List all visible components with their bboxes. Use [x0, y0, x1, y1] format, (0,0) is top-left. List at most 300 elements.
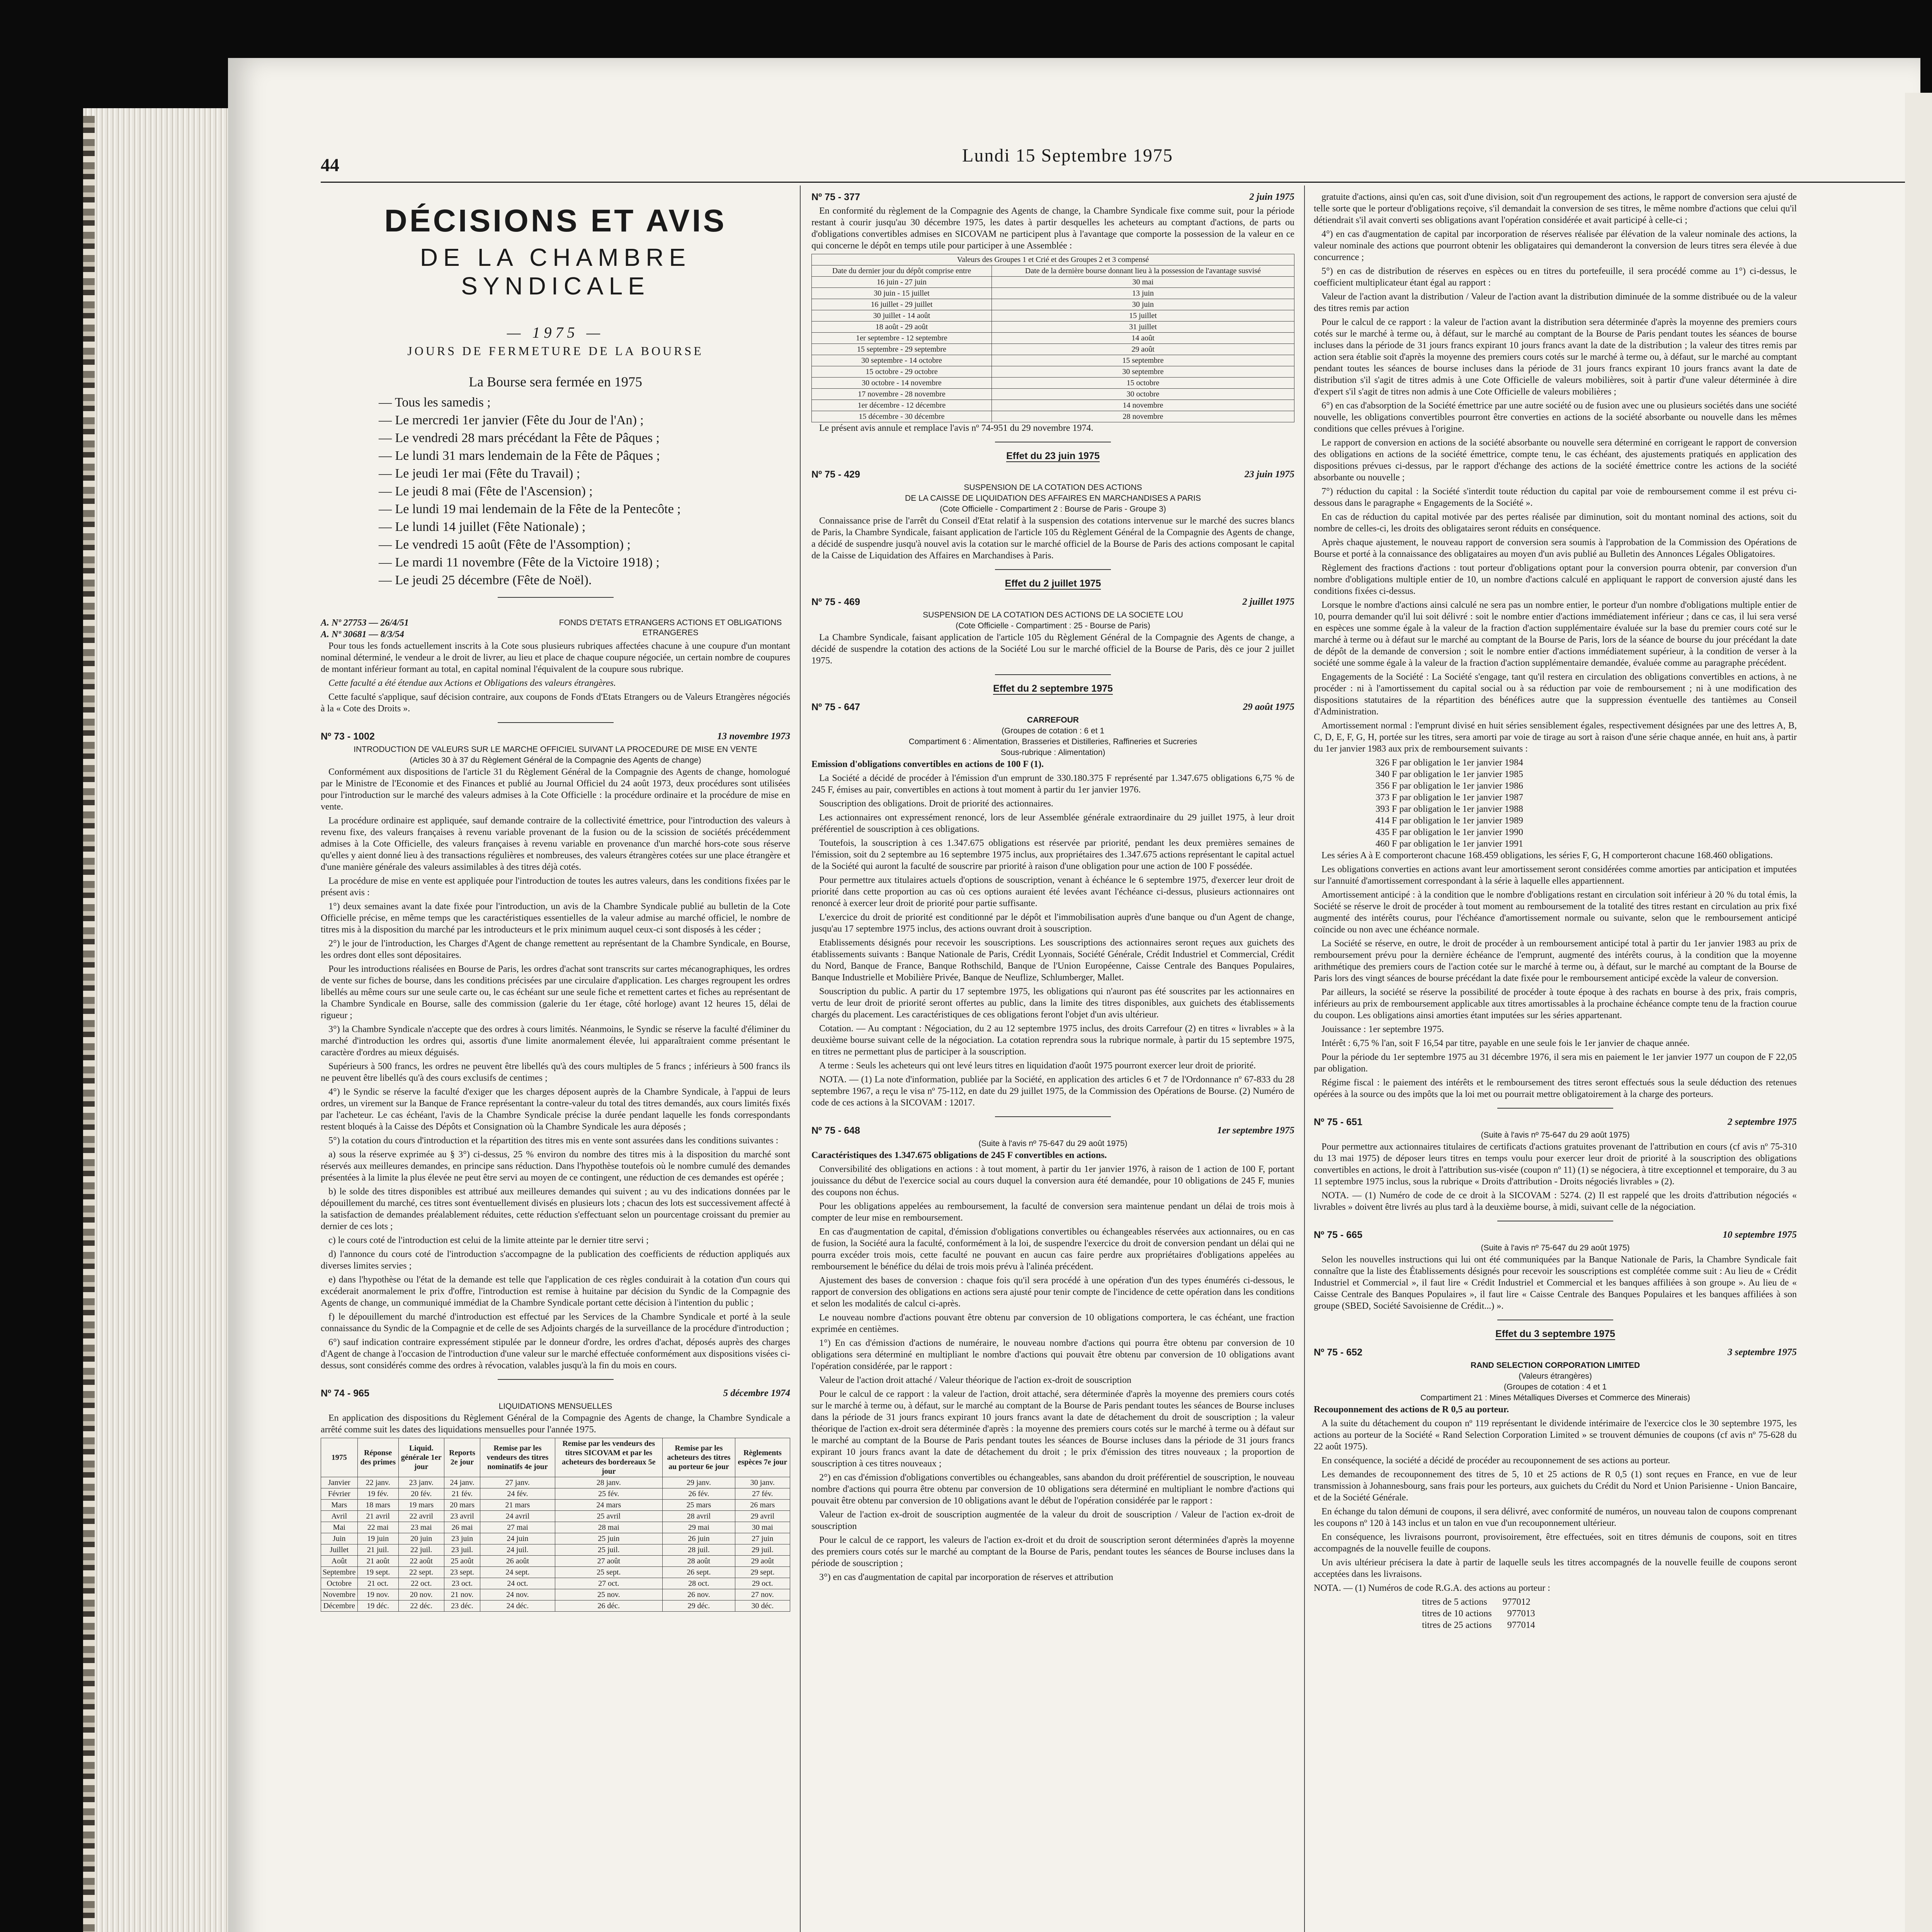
table-cell: 29 déc. [663, 1600, 735, 1612]
notice-date: 2 juin 1975 [1249, 192, 1294, 202]
list-item [1422, 1596, 1797, 1608]
notice-header [1314, 1229, 1797, 1241]
table-cell: 21 fév. [444, 1488, 480, 1500]
date-end: 12 décembre [906, 401, 946, 410]
marbled-edge [83, 116, 95, 1932]
table-row [321, 1533, 790, 1544]
table-cell: 28 avril [663, 1511, 735, 1522]
table-row [321, 1589, 790, 1600]
paragraph: Règlement des fractions d'actions : tout porteur d'obligations optant pour la conversion pourra obtenir, par conversion d'un nombre d'obligations multiple entier de 10, un nombre d'actions calculé en appliquant le rapport de conversion ajusté dans les conditions fixées ci-dessus. [1314, 563, 1797, 596]
paragraph: Les demandes de recouponnement des titres de 5, 10 et 25 actions de R 0,5 (1) sont reçues en France, en vue de leur transmission à Johannesbourg, sans frais pour les porteurs, aux guichets du Crédit du Nord et Union Parisienne - Union Bancaire, et de la Société Générale. [1314, 1469, 1797, 1503]
list-item: — Le jeudi 25 décembre (Fête de Noël). [379, 573, 592, 587]
dash: - [903, 356, 909, 365]
section-heading: Emission d'obligations convertibles en actions de 100 F (1). [811, 759, 1044, 769]
notice-subtitle: (Groupes de cotation : 6 et 1 [1001, 726, 1105, 735]
newspaper-page [228, 58, 1920, 1932]
table-cell: 22 août [398, 1556, 444, 1567]
paragraph: A terme : Seuls les acheteurs qui ont levé leurs titres en liquidation d'août 1975 pourront exercer leur droit de priorité. [819, 1061, 1256, 1071]
table-cell: 22 juil. [398, 1544, 444, 1556]
paragraph: Connaissance prise de l'arrêt du Conseil d'Etat relatif à la suspension des cotations intervenue sur le marché des sucres blancs de Paris, la Chambre Syndicale, faisant application de l'article 105 du Règlement Général de la Compagnie des Agents de change, a décidé de suspendre jusqu'à nouvel avis la cotation sur le marché officiel de la Bourse de Paris des actions composant le capital de la Caisse de Liquidation des Affaires en Marchandises à Paris. [811, 516, 1294, 561]
date-start: 15 septembre [857, 345, 899, 354]
separator [995, 674, 1111, 675]
table-cell: 20 juin [398, 1533, 444, 1544]
table-row [321, 1488, 790, 1500]
table-cell: 19 juin [357, 1533, 398, 1544]
paragraph: Le rapport de conversion en actions de la société absorbante ou nouvelle sera déterminé en corrigeant le rapport de conversion des obligations en actions de la société émettrice, compte tenu, le cas échéant, des ajustements pratiqués en application des dispositions prévues ci-dessus, par le rapport d'échange des actions de la société émettrice contre les actions de la société absorbante ou nouvelle ; [1314, 438, 1797, 483]
paragraph: Valeur de l'action ex-droit de souscription augmentée de la valeur du droit de souscription / Valeur de l'action ex-droit de souscription [811, 1510, 1294, 1531]
notice-subtitle: (Valeurs étrangères) [1519, 1372, 1592, 1381]
table-cell: 14 août [992, 333, 1294, 344]
dash: - [898, 278, 905, 286]
notice-title: RAND SELECTION CORPORATION LIMITED [1470, 1361, 1640, 1370]
dash: - [899, 401, 906, 410]
paragraph: Selon les nouvelles instructions qui lui ont été communiquées par la Banque Nationale de Paris, la Chambre Syndicale fait connaître que la liste des Établissements désignés pour recevoir les souscriptions est complétée comme suit : Au lieu de « Crédit Industriel et Commercial », il faut lire « Crédit Industriel et Commercial et les banques affiliées à son groupe ». Au lieu de « Caisse Centrale des Banques Populaires », il faut lire « Caisse Centrale des Banques Populaires et les banques affiliées à son groupe (SBED, Société Savoisienne de Crédit...) ». [1314, 1255, 1797, 1311]
notice-header [321, 1388, 790, 1399]
notice-number: Nº 75 - 648 [811, 1125, 860, 1136]
notice-ref: A. Nº 30681 — 8/3/54 [321, 629, 404, 639]
table-cell: 24 nov. [480, 1589, 555, 1600]
column-header: Remise par les acheteurs des titres au porteur 6e jour [663, 1438, 735, 1477]
table-cell: 31 juillet [992, 321, 1294, 333]
table-cell [812, 378, 992, 389]
paragraph: 1°) En cas d'émission d'actions de numéraire, le nouveau nombre d'actions qui pourra être obtenu par conversion de 10 obligations sera déterminé en multipliant le nombre d'actions qui pouvait être obtenu par conversion de 10 obligations avant l'opération considérée, par le rapport : [811, 1338, 1294, 1371]
header-rule [321, 182, 1913, 183]
notice-date: 23 juin 1975 [1244, 469, 1294, 480]
column-header: Remise par les vendeurs des titres SICOVAM et par les acheteurs des bordereaux 5e jour [555, 1438, 663, 1477]
paragraph: En conséquence, les livraisons pourront, provisoirement, être effectuées, soit en titres démunis de coupons, soit en titres accompagnés de la nouvelle feuille de coupons. [1314, 1532, 1797, 1554]
notice-title: DE LA CAISSE DE LIQUIDATION DES AFFAIRES EN MARCHANDISES A PARIS [905, 494, 1201, 503]
table-cell: 28 mai [555, 1522, 663, 1533]
date-start: 18 août [875, 323, 899, 331]
table-row [812, 310, 1294, 321]
table-row [812, 378, 1294, 389]
table-cell: 21 oct. [357, 1578, 398, 1589]
paragraph: 6°) en cas d'absorption de la Société émettrice par une autre société ou de fusion avec une ou plusieurs sociétés dans une société nouvelle, les obligations convertibles pourront être converties en actions de la société absorbante ou nouvelle dans les mêmes conditions que celles prévues à l'origine. [1314, 401, 1797, 434]
effect-heading: Effet du 23 juin 1975 [1006, 451, 1100, 461]
paragraph: Souscription du public. A partir du 17 septembre 1975, les obligations qui n'auront pas été souscrites par les actionnaires en vertu de leur droit de priorité seront offertes au public, dans la limite des titres disponibles, aux guichets des établissements chargés du placement. Les caractéristiques de ces obligations feront l'objet d'un avis ultérieur. [811, 986, 1294, 1020]
notice-title: SUSPENSION DE LA COTATION DES ACTIONS DE LA SOCIETE LOU [923, 611, 1183, 619]
separator [498, 597, 614, 598]
date-end: 27 juin [905, 278, 927, 286]
paragraph: 4°) le Syndic se réserve la faculté d'exiger que les charges déposent auprès de la Chambre Syndicale, à l'appui de leurs ordres, un virement sur la Banque de France représentant la contre-valeur du total des titres demandés, aux cours limités fixés par l'acheteur. Le cas échéant, l'avis de la Chambre Syndicale précise la durée pendant laquelle les fonds correspondants restent bloqués à la Caisse des Dépôts et Consignation où la Chambre Syndicale les aura déposés ; [321, 1087, 790, 1132]
table-row [812, 321, 1294, 333]
table-cell: 25 avril [555, 1511, 663, 1522]
date-end: 29 juillet [905, 300, 933, 309]
date-end: 12 septembre [906, 334, 947, 342]
table-cell: 22 déc. [398, 1600, 444, 1612]
notice-header [811, 701, 1294, 713]
table-cell: 19 sept. [357, 1567, 398, 1578]
table-cell: 19 fév. [357, 1488, 398, 1500]
list-item: — Le vendredi 15 août (Fête de l'Assomption) ; [379, 537, 631, 552]
date-start: 30 juin [874, 289, 896, 298]
notice-date: 10 septembre 1975 [1723, 1230, 1797, 1240]
date-end: 30 décembre [905, 412, 945, 421]
dash: - [898, 323, 905, 331]
paragraph: Pour le calcul de ce rapport : la valeur de l'action, droit attaché, sera déterminée d'après la moyenne des premiers cours cotés sur le marché à terme ou, à défaut, sur le marché au comptant de la Bourse de Paris pendant toutes les séances de Bourse incluses dans la période de 31 jours francs expirant 10 jours francs avant la date de détachement du droit de souscription ; la valeur théorique de l'action ex-droit sera déterminée d'après : la moyenne des premiers cours cotés sur le marché à terme ou à défaut sur le marché au comptant de la Bourse de Paris pendant toutes les séances de Bourse incluses dans la période de 31 jours francs expirant 10 jours francs avant la date de détachement du droit ; le prix d'émission des titres nouveaux ; la proportion de souscription à ces titres nouveaux ; [811, 1389, 1294, 1469]
notice-header [1314, 1347, 1797, 1358]
list-item [1422, 1608, 1797, 1619]
section-subtitle: DE LA CHAMBRE SYNDICALE [420, 243, 691, 300]
dash: - [898, 390, 905, 398]
notice-number: Nº 75 - 651 [1314, 1117, 1362, 1128]
paragraph: Jouissance : 1er septembre 1975. [1321, 1024, 1444, 1034]
list-item: 356 F par obligation le 1er janvier 1986 [1376, 781, 1523, 791]
paragraph: Pour tous les fonds actuellement inscrits à la Cote sous plusieurs rubriques affectées chacune à une coupure d'un montant nominal déterminé, le vendeur a le droit de livrer, au lieu et place de chaque coupure négociée, un certain nombre de coupures de montant inférieur formant au total, en capital nominal l'équivalent de la coupure sous rubrique. [321, 641, 790, 674]
paragraph: 1°) deux semaines avant la date fixée pour l'introduction, un avis de la Chambre Syndicale publié au bulletin de la Cote Officielle précise, en même temps que les caractéristiques essentielles de la valeur admise au marché officiel, le nombre de titres mis à la disposition du marché par les introducteurs et le prix minimum auquel ceux-ci sont disposés à les céder ; [321, 901, 790, 935]
section-heading: Recouponnement des actions de R 0,5 au porteur. [1314, 1405, 1509, 1415]
notice-body [811, 1163, 1294, 1583]
paragraph: Toutefois, la souscription à ces 1.347.675 obligations est réservée par priorité, pendant les deux premières semaines de l'émission, soit du 2 septembre au 16 septembre 1975 inclus, aux propriétaires des 1.347.675 actions représentant le capital actuel de la Société qui auront la faculté de souscrire par priorité à raison d'une obligation pour une action de 100 F possédée. [811, 838, 1294, 871]
table-cell: 23 juin [444, 1533, 480, 1544]
date-end: 14 août [907, 311, 930, 320]
paragraph: Pour le calcul de ce rapport : la valeur de l'action avant la distribution sera déterminée d'après la moyenne des premiers cours cotés sur le marché à terme ou, à défaut, sur le marché au comptant de la Bourse de Paris pendant toutes les séances de bourse incluses dans la période de 31 jours francs expirant 10 jours francs avant la date de la distribution ; la valeur des titres remis par action sera établie soit d'après la moyenne des premiers cours cotés sur le marché à terme ou, à défaut, sur le marché au comptant pendant toutes les séances de bourse incluses dans la période de 31 jours francs expirant 10 jours francs avant la date de distribution s'il s'agit de titres admis à une Cote Officielle de valeurs mobilières, soit à partir d'une valeur déterminée à dire d'expert s'il s'agit de titres non admis à une Cote Officielle de valeurs mobilières ; [1314, 317, 1797, 397]
paragraph: Régime fiscal : le paiement des intérêts et le remboursement des titres seront effectués sous la seule déduction des retenues opérées à la source ou des impôts que la loi met ou pourrait mettre obligatoirement à la charge des porteurs. [1314, 1078, 1797, 1099]
table-cell: 28 janv. [555, 1477, 663, 1488]
paragraph: d) l'annonce du cours coté de l'introduction s'accompagne de la publication des coefficients de réduction appliqués aux diverses limites servies ; [321, 1249, 790, 1271]
notice-subtitle: (Cote Officielle - Compartiment : 25 - Bourse de Paris) [956, 621, 1150, 630]
table-cell: 23 oct. [444, 1578, 480, 1589]
dash: - [898, 412, 905, 421]
paragraph: Amortissement anticipé : à la condition que le nombre d'obligations restant en circulation soit inférieur à 20 % du total émis, la Société se réserve le droit de procéder à tout moment au remboursement de la totalité des titres restant en circulation au prix fixé augmenté des intérêts courus, pour l'échéance d'amortissement normale ou suivante, selon que le remboursement anticipé coïncide ou non avec une échéance normale. [1314, 890, 1797, 935]
closed-days-list [321, 394, 790, 589]
paragraph: L'exercice du droit de priorité est conditionné par le dépôt et l'immobilisation auprès d'une banque ou d'un Agent de change, jusqu'au 17 septembre 1975 inclus, des actions ouvrant droit à souscription. [811, 912, 1294, 934]
dash: - [898, 345, 905, 354]
table-cell: 20 fév. [398, 1488, 444, 1500]
paragraph: Valeur de l'action droit attaché / Valeur théorique de l'action ex-droit de souscription [819, 1375, 1131, 1385]
list-item: 414 F par obligation le 1er janvier 1989 [1376, 816, 1523, 826]
column-header: Date du dernier jour du dépôt comprise entre [812, 265, 992, 277]
list-item: — Le lundi 31 mars lendemain de la Fête de Pâques ; [379, 449, 660, 463]
table-cell: Novembre [321, 1589, 358, 1600]
date-end: 15 juillet [902, 289, 930, 298]
table-row [812, 366, 1294, 378]
table-cell: Janvier [321, 1477, 358, 1488]
table-cell: 30 juin [992, 299, 1294, 310]
table-cell: Octobre [321, 1578, 358, 1589]
paragraph: 5°) en cas de distribution de réserves en espèces ou en titres du portefeuille, il sera procédé comme au 1°) ci-dessus, le coefficient multiplicateur étant égal au rapport : [1314, 266, 1797, 288]
table-cell: 24 oct. [480, 1578, 555, 1589]
notice-number: Nº 75 - 665 [1314, 1230, 1362, 1240]
notice-header [811, 469, 1294, 480]
table-cell [812, 310, 992, 321]
table-cell: 24 avril [480, 1511, 555, 1522]
notice-date: 13 novembre 1973 [717, 731, 790, 742]
column-2 [811, 191, 1294, 1585]
notice-subtitle: (Groupes de cotation : 4 et 1 [1503, 1383, 1607, 1391]
table-row [812, 299, 1294, 310]
table-cell: Juin [321, 1533, 358, 1544]
table-cell: Août [321, 1556, 358, 1567]
paragraph: Après chaque ajustement, le nouveau rapport de conversion sera soumis à l'approbation de la Commission des Opérations de Bourse et porté à la connaissance des obligataires au moyen d'un avis publié au Bulletin des Annonces Légales Obligatoires. [1314, 537, 1797, 559]
notice-header [1314, 1116, 1797, 1128]
dash: - [895, 289, 902, 298]
table-cell: 15 juillet [992, 310, 1294, 321]
paragraph: Conformément aux dispositions de l'article 31 du Règlement Général de la Compagnie des Agents de change, homologué par le Ministre de l'Economie et des Finances et publié au Journal Officiel du 24 août 1973, deux procédures sont utilisées pour l'introduction sur le marché des valeurs admises à la Cote Officielle : la procédure ordinaire et la procédure de mise en vente. [321, 767, 790, 812]
paragraph: En cas de réduction du capital motivée par des pertes réalisée par diminution, soit du montant nominal des actions, soit du nombre de celles-ci, les droits des obligataires seront réduits en conséquence. [1314, 512, 1797, 534]
table-cell: 29 août [735, 1556, 790, 1567]
date-start: 16 juillet [871, 300, 899, 309]
paragraph: Pour la période du 1er septembre 1975 au 31 décembre 1976, il sera mis en paiement le 1er janvier 1977 un coupon de F 22,05 par obligation. [1314, 1052, 1797, 1074]
paragraph: Engagements de la Société : La Société s'engage, tant qu'il restera en circulation des obligations convertibles en actions, à ne procéder : ni à l'amortissement du capital social ou à sa réduction par voie de remboursement ; ni à une modification des dispositions statutaires de la répartition des bénéfices autre que la suppression éventuelle des tantièmes au Conseil d'Administration. [1314, 672, 1797, 717]
date-end: 29 août [905, 323, 928, 331]
table-row [812, 411, 1294, 422]
separator [995, 1116, 1111, 1117]
column-3 [1314, 191, 1797, 1631]
table-cell: 23 avril [444, 1511, 480, 1522]
notice-date: 2 septembre 1975 [1727, 1117, 1797, 1127]
code-list [1314, 1596, 1797, 1631]
date-end: 28 novembre [905, 390, 946, 398]
table-row [321, 1500, 790, 1511]
list-item: 373 F par obligation le 1er janvier 1987 [1376, 793, 1523, 803]
table-cell: 27 fév. [735, 1488, 790, 1500]
list-item: 393 F par obligation le 1er janvier 1988 [1376, 804, 1523, 814]
column-divider [800, 185, 801, 1932]
list-item: 340 F par obligation le 1er janvier 1985 [1376, 769, 1523, 779]
paragraph: Lorsque le nombre d'actions ainsi calculé ne sera pas un nombre entier, le porteur d'un nombre d'obligations multiple entier de 10, pourra demander qu'il lui soit délivré : soit le nombre entier d'actions immédiatement inférieur ; dans ce cas, il lui sera versé en espèces une somme égale à la valeur de la fraction d'action supplémentaire évaluée sur la base du premier cours coté sur le marché à terme ou à défaut sur le marché au comptant de la Bourse de Paris, lors de la séance de bourse du jour précédant la date de dépôt de la demande de conversion ; soit le nombre entier d'actions immédiatement supérieur, à la condition de verser à la société une somme égale à la valeur de la fraction d'action supplémentaire demandée, évaluée comme au paragraphe précédent. [1314, 600, 1797, 668]
table-cell: 27 mai [480, 1522, 555, 1533]
separator [1497, 1108, 1613, 1109]
table-cell: 25 août [444, 1556, 480, 1567]
date-end: 14 octobre [909, 356, 942, 365]
table-cell: 14 novembre [992, 400, 1294, 411]
table-cell: 19 nov. [357, 1589, 398, 1600]
paragraph: Pour les obligations appelées au remboursement, la faculté de conversion sera maintenue pendant un délai de trois mois à compter de leur mise en remboursement. [811, 1201, 1294, 1223]
table-cell: 29 sept. [735, 1567, 790, 1578]
table-cell: 28 novembre [992, 411, 1294, 422]
table-row [812, 355, 1294, 366]
book-page-edges [83, 108, 230, 1932]
table-cell: 20 nov. [398, 1589, 444, 1600]
paragraph: Ajustement des bases de conversion : chaque fois qu'il sera procédé à une opération d'un des types énumérés ci-dessous, le rapport de conversion des obligations en actions sera ajusté pour tenir compte de l'incidence de cette opération dans les conditions et selon les modalités de calcul ci-après. [811, 1276, 1294, 1309]
paragraph: Amortissement normal : l'emprunt divisé en huit séries sensiblement égales, respectivement désignées par une des lettres A, B, C, D, E, F, G, H, portée sur les titres, sera amorti par voie de tirage au sort à raison d'une série chaque année, en huit ans, à partir du 1er janvier 1983 aux prix de remboursement suivants : [1314, 721, 1797, 754]
date-start: 17 novembre [858, 390, 899, 398]
notice-title: FONDS D'ETATS ETRANGERS ACTIONS ET OBLIGATIONS ETRANGERES [559, 618, 782, 637]
table-cell: 29 août [992, 344, 1294, 355]
table-cell: 21 mars [480, 1500, 555, 1511]
date-start: 1er septembre [856, 334, 900, 342]
notice-body [321, 766, 790, 1371]
table-cell: 25 mars [663, 1500, 735, 1511]
table-row [321, 1556, 790, 1567]
table-row [321, 1511, 790, 1522]
notice-number: Nº 73 - 1002 [321, 731, 375, 742]
table-cell [812, 389, 992, 400]
table-cell: Décembre [321, 1600, 358, 1612]
notice-date: 29 août 1975 [1243, 702, 1294, 712]
table-cell: 30 octobre [992, 389, 1294, 400]
dash: - [898, 300, 905, 309]
paragraph: La Chambre Syndicale, faisant application de l'article 105 du Règlement Général de la Compagnie des Agents de change, a décidé de suspendre la cotation des actions de la Société Lou sur le marché officiel de la Bourse de Paris, dès ce jour 2 juillet 1975. [811, 633, 1294, 666]
table-cell: 24 janv. [444, 1477, 480, 1488]
paragraph: En conséquence, la société a décidé de procéder au recouponnement de ses actions au porteur. [1321, 1456, 1670, 1466]
notice-body [1314, 191, 1797, 755]
table-row [812, 400, 1294, 411]
paragraph: Pour le calcul de ce rapport, les valeurs de l'action ex-droit et du droit de souscription seront déterminées d'après la moyenne des premiers cours cotés sur le marché au comptant de la Bourse de Paris, pendant toutes les séances de Bourse incluses dans la période de souscription ; [811, 1535, 1294, 1568]
table-cell: 27 janv. [480, 1477, 555, 1488]
table-cell: 25 fév. [555, 1488, 663, 1500]
paragraph: Un avis ultérieur précisera la date à partir de laquelle seuls les titres accompagnés de la nouvelle feuille de coupons seront acceptées dans les livraisons. [1314, 1558, 1797, 1579]
column-header: Date de la dernière bourse donnant lieu à la possession de l'avantage susvisé [992, 265, 1294, 277]
table-cell [812, 277, 992, 288]
paragraph: 2°) le jour de l'introduction, les Charges d'Agent de change remettent au représentant de la Chambre Syndicale, en Bourse, les ordres dont elles sont dépositaires. [321, 939, 790, 960]
table-cell: 13 juin [992, 288, 1294, 299]
table-cell: 23 juil. [444, 1544, 480, 1556]
table-cell: 18 mars [357, 1500, 398, 1511]
notice-header [321, 731, 790, 742]
date-start: 16 juin [876, 278, 899, 286]
paragraph: Par ailleurs, la société se réserve la possibilité de procéder à toute époque à des rachats en bourse à des prix, frais compris, inférieurs au prix de remboursement applicable aux titres amortissables à la prochaine échéance compte tenu de la fraction courue du coupon. Les obligations ainsi amorties étant imputées sur les séries appartenant. [1314, 987, 1797, 1020]
dash: - [899, 334, 906, 342]
table-cell: 27 août [555, 1556, 663, 1567]
table-cell [812, 411, 992, 422]
notice-number: Nº 75 - 469 [811, 597, 860, 607]
column-header: Remise par les vendeurs des titres nominatifs 4e jour [480, 1438, 555, 1477]
closing-days-heading: JOURS DE FERMETURE DE LA BOURSE [407, 344, 704, 358]
table-cell: 15 octobre [992, 378, 1294, 389]
paragraph: c) le cours coté de l'introduction est celui de la limite atteinte par le dernier titre servi ; [328, 1235, 649, 1245]
notice-body [1314, 1418, 1797, 1580]
paragraph: 3°) la Chambre Syndicale n'accepte que des ordres à cours limités. Néanmoins, le Syndic se réserve la faculté d'éliminer du marché d'introduction les ordres qui, assortis d'une limite anormalement élevée, lui apparaîtraient comme présentant le caractère d'ordres au mieux déguisés. [321, 1024, 790, 1058]
date-start: 30 juillet [873, 311, 901, 320]
table-cell: Février [321, 1488, 358, 1500]
dash: - [898, 367, 905, 376]
paragraph: En échange du talon démuni de coupons, il sera délivré, avec conformité de numéros, un nouveau talon de coupons comprenant les coupons nº 120 à 143 inclus et un talon en vue d'un recouponnement ultérieur. [1314, 1507, 1797, 1528]
notice-ref: A. Nº 27753 — 26/4/51 [321, 618, 409, 628]
date-start: 30 octobre [862, 379, 895, 387]
table-cell: 30 septembre [992, 366, 1294, 378]
paragraph: En application des dispositions du Règlement Général de la Compagnie des Agents de change, la Chambre Syndicale a arrêté comme suit les dates des liquidations mensuelles pour l'année 1975. [321, 1413, 790, 1435]
table-row [812, 344, 1294, 355]
paragraph: La procédure ordinaire est appliquée, sauf demande contraire de la collectivité émettrice, pour l'introduction des valeurs à revenu fixe, des valeurs françaises à revenu variable provenant de la fusion ou de la scission de sociétés précédemment admises à la Cote Officielle, des valeurs françaises à revenu variable en provenance d'un marché hors-cote sous réserve qu'elles y aient donné lieu à des transactions régulières et nombreuses, des valeurs étrangères cotées sur une place étrangère et d'une manière générale des valeurs assimilables à des titres déjà cotés. [321, 816, 790, 872]
table-cell: 27 oct. [555, 1578, 663, 1589]
table-cell: 24 mars [555, 1500, 663, 1511]
table-cell [812, 366, 992, 378]
table-cell [812, 355, 992, 366]
table-cell [812, 344, 992, 355]
paragraph: Etablissements désignés pour recevoir les souscriptions. Les souscriptions des actionnaires seront reçues aux guichets des établissements suivants : Banque Nationale de Paris, Crédit Lyonnais, Société Générale, Crédit Industriel et Commercial, Crédit du Nord, Banque de France, Banque Rothschild, Banque de l'Union Européenne, Caisse Centrale des Banques Populaires, Banque Industrielle et Mobilière Privée, Banque de Neuflize, Schlumberger, Mallet. [811, 938, 1294, 983]
table-cell: 24 juin [480, 1533, 555, 1544]
nota: NOTA. — (1) Numéros de code R.G.A. des actions au porteur : [1314, 1583, 1550, 1593]
table-cell: 25 nov. [555, 1589, 663, 1600]
code-label: titres de 25 actions [1422, 1620, 1492, 1630]
notice-number: Nº 75 - 647 [811, 702, 860, 713]
column-header: Règlements espèces 7e jour [735, 1438, 790, 1477]
table-cell: 25 juil. [555, 1544, 663, 1556]
table-cell: 30 mai [735, 1522, 790, 1533]
closed-intro: La Bourse sera fermée en 1975 [469, 374, 642, 389]
table-cell: 19 déc. [357, 1600, 398, 1612]
table-cell: 27 nov. [735, 1589, 790, 1600]
column-1 [321, 191, 790, 1612]
date-start: 15 octobre [866, 367, 899, 376]
table-row [812, 277, 1294, 288]
redemption-schedule [1314, 757, 1797, 850]
notice-date: 2 juillet 1975 [1242, 597, 1294, 607]
table-cell: 29 avril [735, 1511, 790, 1522]
table-cell: 26 déc. [555, 1600, 663, 1612]
list-item: — Le lundi 14 juillet (Fête Nationale) ; [379, 520, 586, 534]
notice-date: 1er septembre 1975 [1217, 1125, 1294, 1136]
paragraph: 3°) en cas d'augmentation de capital par incorporation de réserves et attribution [819, 1572, 1113, 1582]
notice-subtitle: (Suite à l'avis nº 75-647 du 29 août 1975) [978, 1139, 1128, 1148]
table-cell: 22 oct. [398, 1578, 444, 1589]
table-cell: Mai [321, 1522, 358, 1533]
paragraph: e) dans l'hypothèse ou l'état de la demande est telle que l'application de ces règles conduirait à la cotation d'un cours qui excéderait anormalement le prix d'offre, l'introduction est remise à huitaine par décision du Syndic de la Compagnie des Agents de change, un communiqué immédiat de la Chambre Syndicale portant cette décision à l'intention du public ; [321, 1275, 790, 1308]
table-cell: 21 août [357, 1556, 398, 1567]
notice-header [321, 617, 790, 640]
paragraph: Cette faculté a été étendue aux Actions et Obligations des valeurs étrangères. [328, 678, 616, 688]
date-start: 15 décembre [859, 412, 899, 421]
code-label: titres de 5 actions [1422, 1597, 1487, 1607]
table-cell: 21 juil. [357, 1544, 398, 1556]
table-cell: 29 janv. [663, 1477, 735, 1488]
paragraph: La Société se réserve, en outre, le droit de procéder à un remboursement anticipé total à partir du 1er janvier 1983 au prix de remboursement prévu pour la dernière échéance de l'emprunt, augmenté des intérêts courus, à la condition que la moyenne arithmétique des premiers cours de l'action cotée sur le marché à terme ou, à défaut, sur le marché au comptant de la Bourse de Paris lors des vingt séances de bourse précédant la date fixée pour le remboursement anticipé excède la valeur de conversion. [1314, 939, 1797, 983]
next-page-edge [1905, 93, 1932, 1932]
list-item [1422, 1619, 1797, 1631]
page-date: Lundi 15 Septembre 1975 [962, 145, 1173, 166]
table-cell: 26 fév. [663, 1488, 735, 1500]
column-header: Liquid. générale 1er jour [398, 1438, 444, 1477]
table-cell: 23 mai [398, 1522, 444, 1533]
table-cell [812, 288, 992, 299]
notice-header [811, 596, 1294, 608]
list-item: — Le vendredi 28 mars précédant la Fête de Pâques ; [379, 431, 660, 445]
notice-title: SUSPENSION DE LA COTATION DES ACTIONS [964, 483, 1142, 492]
table-cell: 28 août [663, 1556, 735, 1567]
list-item: 435 F par obligation le 1er janvier 1990 [1376, 827, 1523, 837]
table-cell: 26 nov. [663, 1589, 735, 1600]
table-cell: 26 sept. [663, 1567, 735, 1578]
notice-number: Nº 75 - 429 [811, 469, 860, 480]
notice-body [811, 772, 1294, 1109]
paragraph: Cotation. — Au comptant : Négociation, du 2 au 12 septembre 1975 inclus, des droits Carrefour (2) en titres « livrables » à la deuxième bourse suivant celle de la négociation. La cotation reprendra sous la rubrique normale, à partir du 15 septembre 1975, en titres ne permettant plus de participer à la souscription. [811, 1024, 1294, 1057]
paragraph: Conversibilité des obligations en actions : à tout moment, à partir du 1er janvier 1976, à raison de 1 action de 100 F, portant jouissance du début de l'exercice social au cours duquel la conversion aura été demandée, pour 10 obligations de 245 F, munies des coupons non échus. [811, 1164, 1294, 1197]
list-item: — Le lundi 19 mai lendemain de la Fête de la Pentecôte ; [379, 502, 681, 516]
table-cell: 29 juil. [735, 1544, 790, 1556]
table-cell: 22 janv. [357, 1477, 398, 1488]
table-cell: Juillet [321, 1544, 358, 1556]
list-item: 460 F par obligation le 1er janvier 1991 [1376, 839, 1523, 849]
paragraph: Pour permettre aux titulaires actuels d'options de souscription, venant à échéance le 6 septembre 1975, d'exercer leur droit de priorité dans cette proportion au cas où ces options auraient été levées avant l'échéance ci-dessus, plusieurs actionnaires ont renoncé à exercer leur droit de priorité pour partie suffisante. [811, 875, 1294, 908]
effect-heading: Effet du 2 juillet 1975 [1005, 578, 1101, 589]
table-row [321, 1544, 790, 1556]
notice-number: Nº 75 - 377 [811, 192, 860, 202]
table-cell: 22 sept. [398, 1567, 444, 1578]
notice-number: Nº 74 - 965 [321, 1388, 369, 1399]
paragraph: NOTA. — (1) Numéro de code de ce droit à la SICOVAM : 5274. (2) Il est rappelé que les droits d'attribution négociés « livrables » doivent être livrés au plus tard à la deuxième bourse, à midi, suivant celle de la négociation. [1314, 1190, 1797, 1212]
paragraph: Intérêt : 6,75 % l'an, soit F 16,54 par titre, payable en une seule fois le 1er janvier de chaque année. [1321, 1038, 1690, 1048]
table-cell: 26 mars [735, 1500, 790, 1511]
paragraph: Supérieurs à 500 francs, les ordres ne peuvent être libellés qu'à des cours multiples de 5 francs ; inférieurs à 500 francs ils ne peuvent être libellés qu'à des cours exclusifs de centimes ; [321, 1061, 790, 1083]
paragraph: gratuite d'actions, ainsi qu'en cas, soit d'une division, soit d'un regroupement des actions, le rapport de conversion sera ajusté de telle sorte que le porteur d'obligations reçoive, s'il demandait la conversion de ses titres, le même nombre d'actions que celui qu'il détiendrait s'il avait converti ses obligations avant l'opération considérée et avait participé à celle-ci ; [1314, 192, 1797, 225]
paragraph: 2°) en cas d'émission d'obligations convertibles ou échangeables, sans abandon du droit préférentiel de souscription, le nouveau nombre d'actions qui pourra être obtenu par conversion de 10 obligations sera déterminé en multipliant le nombre d'actions qui pouvait être obtenu par conversion de 10 obligations avant le début de l'opération considérée par le rapport : [811, 1473, 1294, 1506]
table-cell [812, 299, 992, 310]
table-row [321, 1522, 790, 1533]
separator [498, 722, 614, 723]
paragraph: Le présent avis annule et remplace l'avis nº 74-951 du 29 novembre 1974. [819, 423, 1094, 433]
table-cell: 23 janv. [398, 1477, 444, 1488]
table-cell: 26 août [480, 1556, 555, 1567]
paragraph: b) le solde des titres disponibles est attribué aux meilleures demandes qui suivent ; au vu des indications données par le dépouillement du marché, ces titres sont éventuellement divisés en plusieurs lots ; chacun des lots est successivement affecté à la satisfaction de demandes préalablement réduites, cette réduction s'effectuant selon un pourcentage croissant du premier au dernier de ces lots ; [321, 1187, 790, 1231]
notice-body [1314, 850, 1797, 1100]
table-cell: 21 nov. [444, 1589, 480, 1600]
paragraph: Pour les introductions réalisées en Bourse de Paris, les ordres d'achat sont transcrits sur cartes mécanographiques, les ordres de vente sur fiches de bourse, dans les conditions précisées par une circulaire d'application. Les charges regroupent les ordres libellés au même cours sur une seule carte ou, le cas échéant sur une seule fiche et remettent cartes et fiches au représentant de la Chambre Syndicale en Bourse, salle des commission (galerie du 1er étage, côté horloge) avant 12 heures 15, délai de rigueur ; [321, 964, 790, 1020]
paragraph: La Société a décidé de procéder à l'émission d'un emprunt de 330.180.375 F représenté par 1.347.675 obligations 6,75 % de 245 F, émises au pair, convertibles en actions à tout moment à partir du 1er janvier 1976. [811, 773, 1294, 795]
dash: - [901, 311, 907, 320]
paragraph: En conformité du règlement de la Compagnie des Agents de change, la Chambre Syndicale fixe comme suit, pour la période restant à courir jusqu'au 30 décembre 1975, les dates à partir desquelles les acheteurs au comptant d'actions, de parts ou d'obligations convertibles admises en SICOVAM ne participent plus à l'avantage que comporte la possession de la valeur en ce qui concerne le dépôt en temps utile pour participer à une Assemblée : [811, 206, 1294, 251]
